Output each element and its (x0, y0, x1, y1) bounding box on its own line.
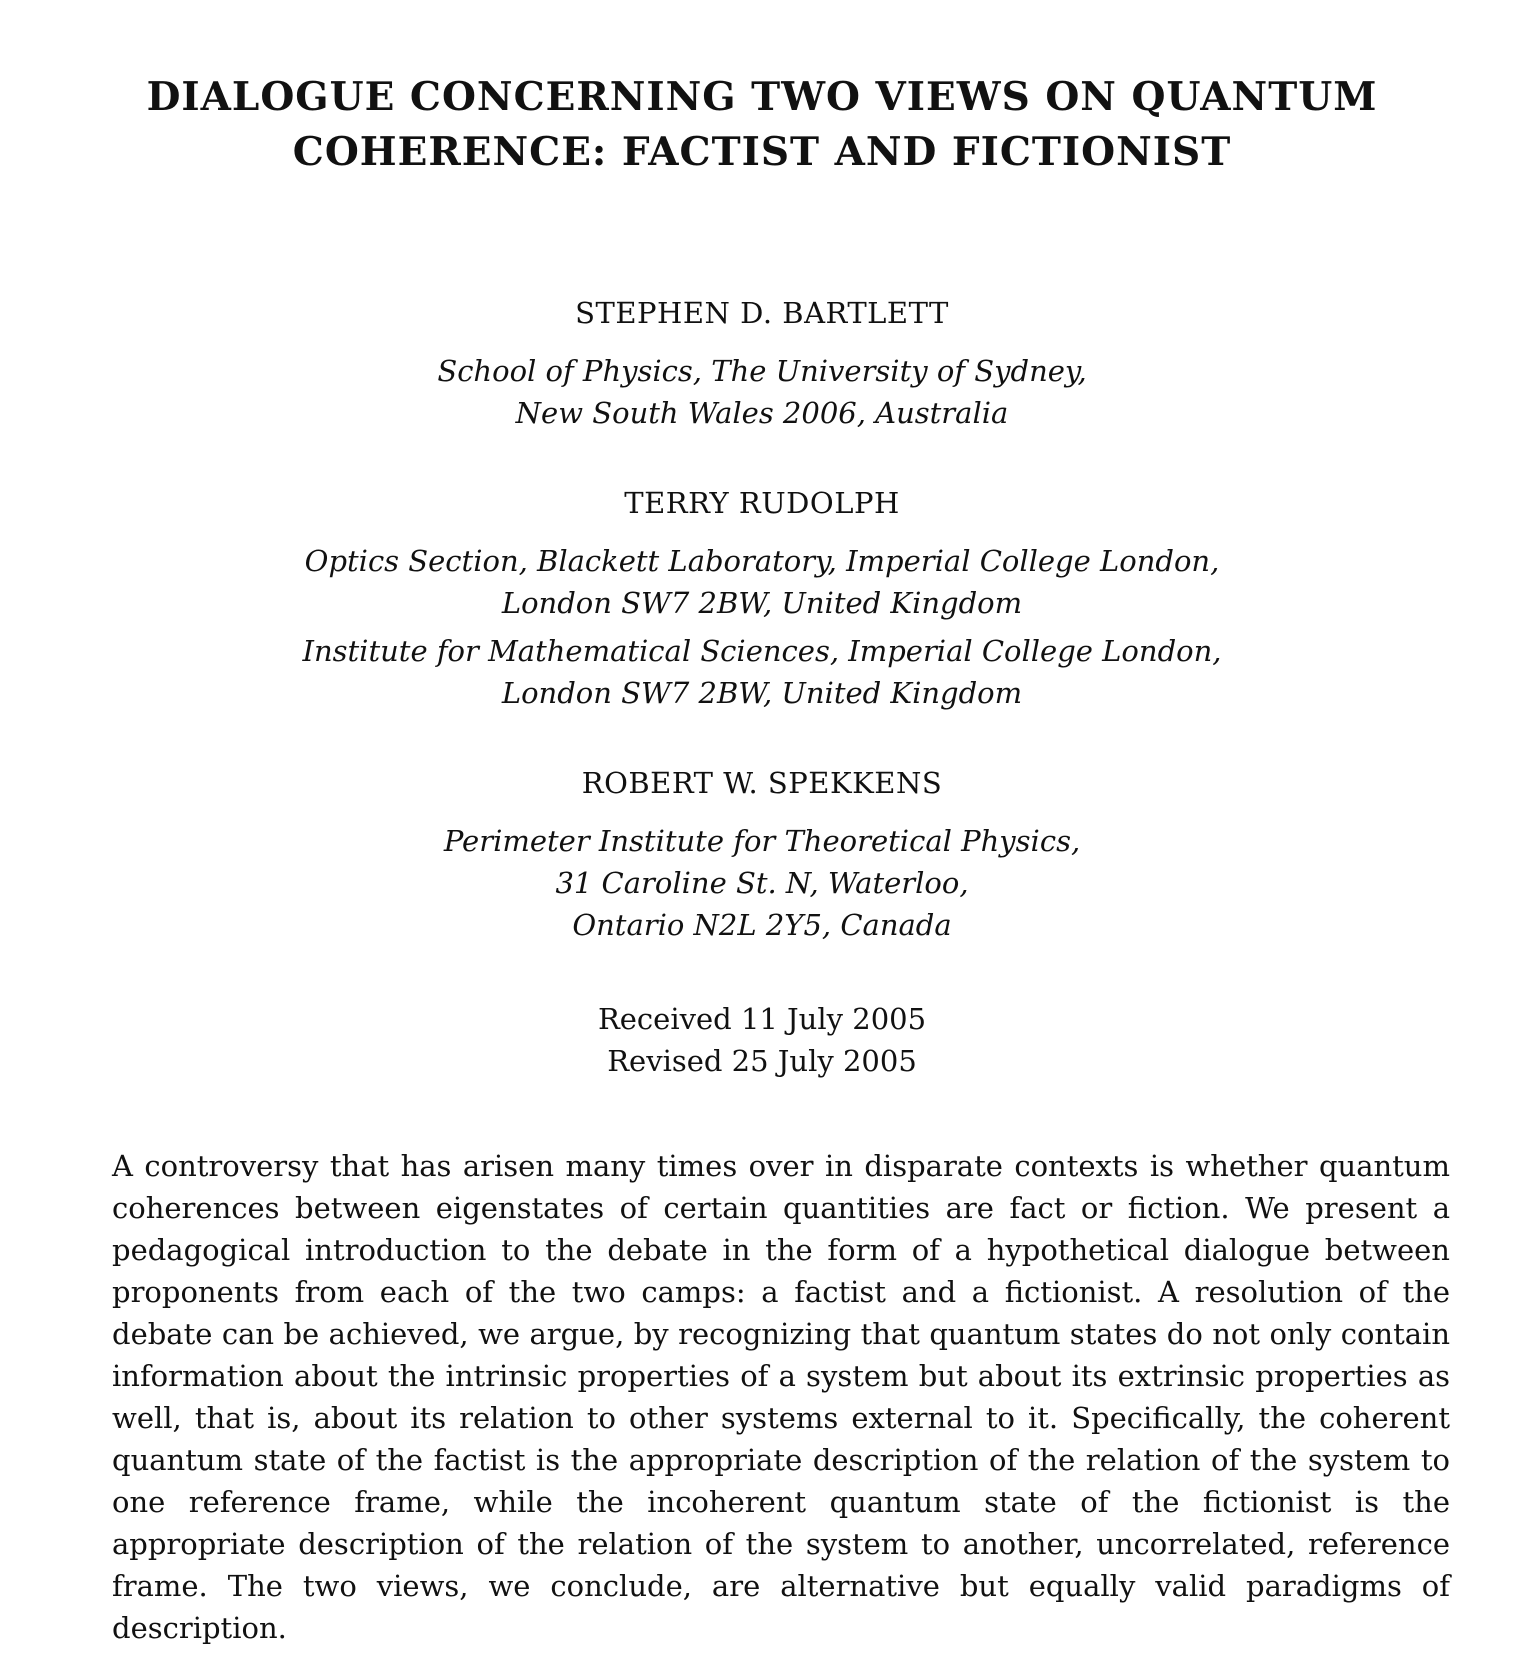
paper-title-line-1: DIALOGUE CONCERNING TWO VIEWS ON QUANTUM (146, 74, 1378, 120)
affiliation-line: Ontario N2L 2Y5, Canada (572, 908, 952, 942)
author-block-spekkens (0, 768, 1524, 946)
abstract-text: A controversy that has arisen many times over in disparate contexts is whether quantum coherences between eigenstates of certain quantities are fact or fiction. We present a pedagogical introduction to the debate in the form of a hypothetical dialogue between proponents from each of the two camps: a factist and a fictionist. A resolution of the debate can be achieved, we argue, by recognizing that quantum states do not only contain information about the intrinsic properties of a system but about its extrinsic properties as well, that is, about its relation to other systems external to it. Specifically, the coherent quantum state of the factist is the appropriate description of the relation of the system to one reference frame, while the incoherent quantum state of the fictionist is the appropriate description of the relation of the system to another, uncorrelated, reference frame. The two views, we conclude, are alternative but equally valid paradigms of description. (112, 1149, 1450, 1645)
paper-history (0, 998, 1524, 1082)
affiliation-line: London SW7 2BW, United Kingdom (501, 586, 1023, 620)
affiliation-line: School of Physics, The University of Sydney, (437, 354, 1087, 388)
author-name: STEPHEN D. BARTLETT (575, 296, 949, 330)
affiliation-line: Optics Section, Blackett Laboratory, Imperial College London, (304, 544, 1220, 578)
author-affiliation (0, 630, 1524, 714)
author-affiliation (0, 540, 1524, 624)
paper-title (40, 70, 1484, 180)
affiliation-line: Perimeter Institute for Theoretical Physics, (443, 824, 1081, 858)
paper-title-line-2: COHERENCE: FACTIST AND FICTIONIST (292, 129, 1232, 175)
affiliation-line: New South Wales 2006, Australia (515, 396, 1009, 430)
received-date: Received 11 July 2005 (597, 1002, 927, 1036)
author-name: TERRY RUDOLPH (624, 486, 900, 520)
author-affiliation (0, 820, 1524, 946)
affiliation-line: London SW7 2BW, United Kingdom (501, 676, 1023, 710)
affiliation-line: Institute for Mathematical Sciences, Imperial College London, (302, 634, 1222, 668)
revised-date: Revised 25 July 2005 (607, 1044, 917, 1078)
author-block-rudolph (0, 488, 1524, 714)
affiliation-line: 31 Caroline St. N, Waterloo, (555, 866, 969, 900)
author-block-bartlett (0, 298, 1524, 434)
author-affiliation (0, 350, 1524, 434)
author-name: ROBERT W. SPEKKENS (581, 766, 943, 800)
